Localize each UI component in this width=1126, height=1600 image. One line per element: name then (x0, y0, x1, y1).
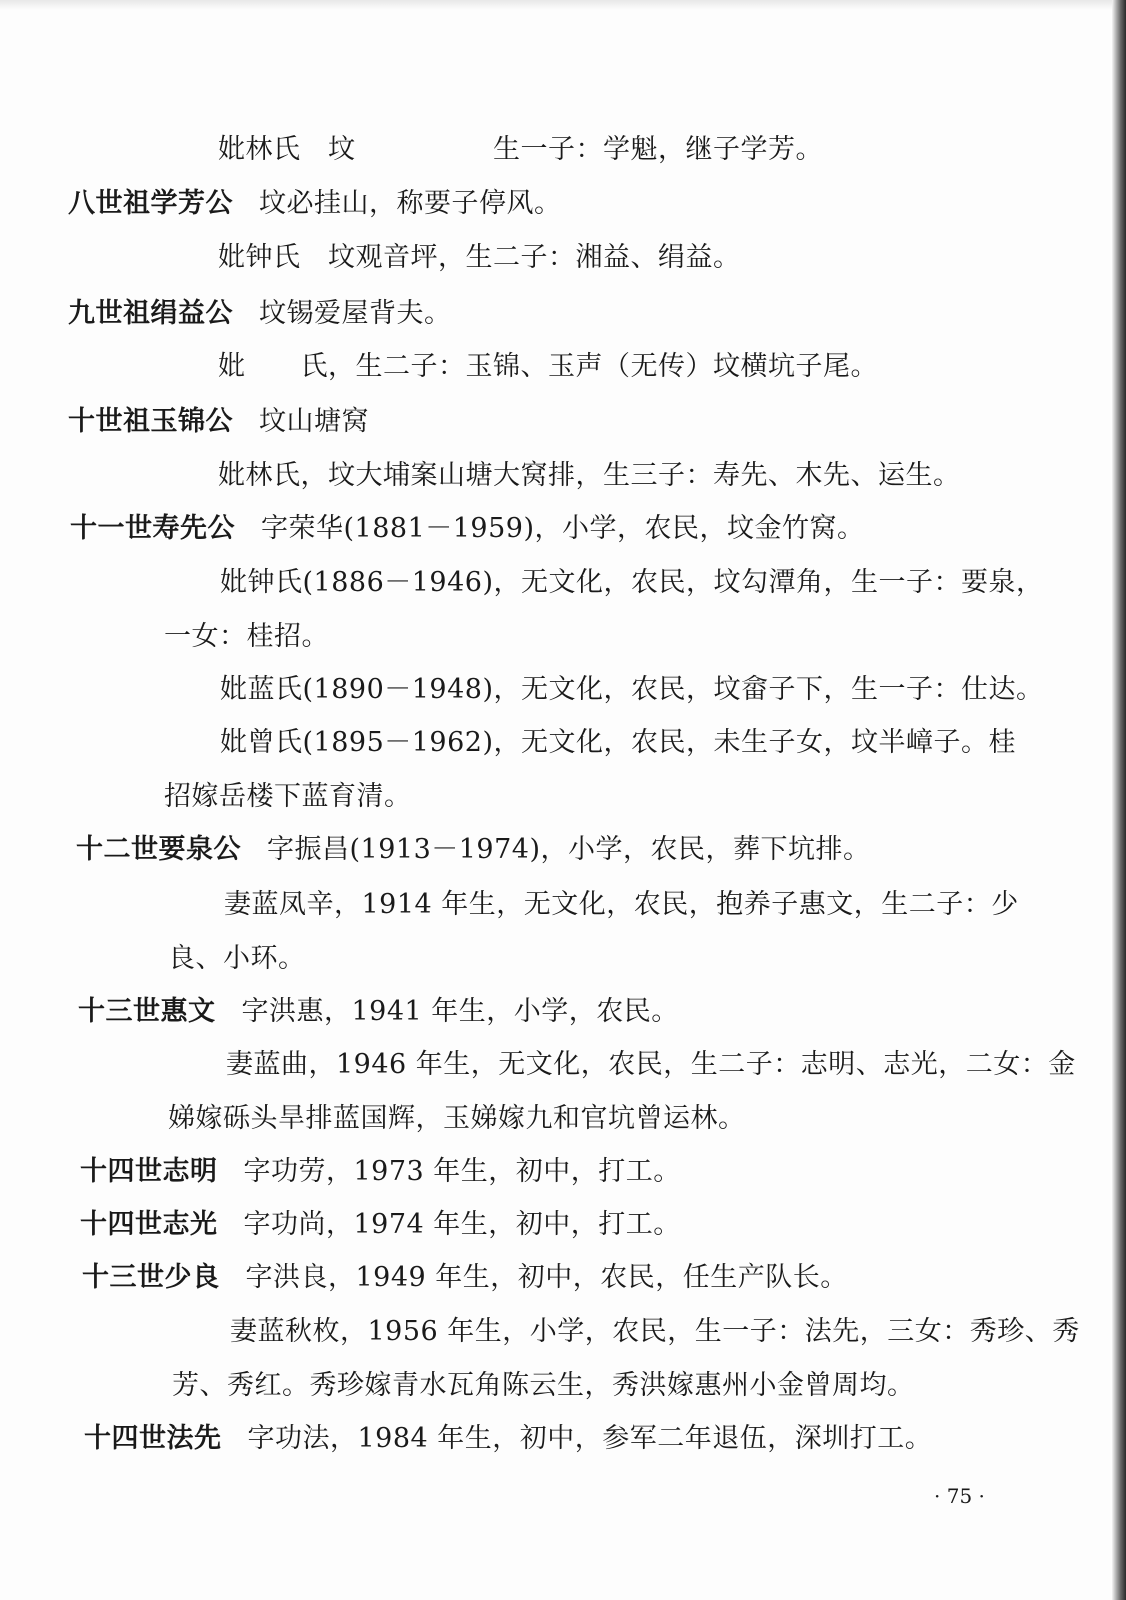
line-text: 妣 氏，生二子：玉锦、玉声（无传）坟横坑子尾。 (218, 351, 878, 382)
text-line-5 (218, 350, 878, 384)
text-line-2 (68, 187, 562, 221)
line-text: 坟锡爱屋背夫。 (259, 298, 452, 329)
line-text: 妻蓝秋枚，1956 年生，小学，农民，生一子：法先，三女：秀珍、秀 (230, 1316, 1080, 1347)
text-line-12 (220, 726, 1016, 760)
line-text: 字荣华(1881－1959)，小学，农民，坟金竹窝。 (261, 513, 865, 544)
line-text: 字功尚，1974 年生，初中，打工。 (243, 1209, 681, 1240)
text-line-18 (226, 1048, 1076, 1082)
text-line-15 (224, 888, 1019, 922)
text-line-19 (168, 1102, 746, 1136)
line-text: 妣林氏 坟 生一子：学魁，继子学芳。 (218, 134, 823, 165)
text-line-22 (82, 1261, 848, 1295)
text-line-23 (230, 1315, 1080, 1349)
scan-edge-shadow (1112, 0, 1126, 1600)
line-text: 字洪惠，1941 年生，小学，农民。 (241, 996, 679, 1027)
line-text: 招嫁岳楼下蓝育清。 (164, 781, 412, 812)
generation-heading: 十二世要泉公 (76, 834, 241, 865)
line-text: 妣曾氏(1895－1962)，无文化，农民，未生子女，坟半嶂子。桂 (220, 727, 1016, 758)
generation-heading: 十四世志光 (80, 1209, 218, 1240)
text-line-11 (220, 673, 1044, 707)
line-text: 妻蓝凤辛，1914 年生，无文化，农民，抱养子惠文，生二子：少 (224, 889, 1019, 920)
line-text: 坟山塘窝 (259, 406, 369, 437)
text-line-10 (164, 620, 329, 654)
text-line-13 (164, 780, 412, 814)
generation-heading: 十四世法先 (84, 1423, 222, 1454)
generation-heading: 十世祖玉锦公 (68, 406, 233, 437)
line-text: 妻蓝曲，1946 年生，无文化，农民，生二子：志明、志光，二女：金 (226, 1049, 1076, 1080)
text-line-24 (172, 1369, 915, 1403)
text-line-7 (218, 459, 961, 493)
line-text: 芳、秀红。秀珍嫁青水瓦角陈云生，秀洪嫁惠州小金曾周均。 (172, 1370, 915, 1401)
line-text: 妣钟氏(1886－1946)，无文化，农民，坟勾潭角，生一子：要泉， (220, 567, 1044, 598)
line-text: 字洪良，1949 年生，初中，农民，任生产队长。 (245, 1262, 848, 1293)
line-text: 字功法，1984 年生，初中，参军二年退伍，深圳打工。 (247, 1423, 933, 1454)
text-line-4 (68, 297, 452, 331)
text-line-16 (168, 942, 306, 976)
generation-heading: 十三世惠文 (78, 996, 216, 1027)
text-line-17 (78, 995, 679, 1029)
line-text: 坟必挂山，称要子停风。 (259, 188, 562, 219)
line-text: 娣嫁砾头旱排蓝国辉，玉娣嫁九和官坑曾运林。 (168, 1103, 746, 1134)
generation-heading: 八世祖学芳公 (68, 188, 233, 219)
generation-heading: 十四世志明 (80, 1156, 218, 1187)
text-line-9 (220, 566, 1044, 600)
generation-heading: 十一世寿先公 (70, 513, 235, 544)
text-line-20 (80, 1155, 681, 1189)
line-text: 字振昌(1913－1974)，小学，农民，葬下坑排。 (267, 834, 871, 865)
page-number: · 75 · (934, 1484, 985, 1508)
text-line-25 (84, 1422, 932, 1456)
text-line-1 (218, 133, 823, 167)
generation-heading: 九世祖绢益公 (68, 298, 233, 329)
generation-heading: 十三世少良 (82, 1262, 220, 1293)
text-line-8 (70, 512, 865, 546)
text-line-21 (80, 1208, 681, 1242)
text-line-3 (218, 241, 741, 275)
line-text: 妣蓝氏(1890－1948)，无文化，农民，坟畲子下，生一子：仕达。 (220, 674, 1044, 705)
line-text: 字功劳，1973 年生，初中，打工。 (243, 1156, 681, 1187)
line-text: 妣钟氏 坟观音坪，生二子：湘益、绢益。 (218, 242, 741, 273)
scan-top-shadow (0, 0, 1126, 10)
line-text: 妣林氏，坟大埔案山塘大窝排，生三子：寿先、木先、运生。 (218, 460, 961, 491)
line-text: 良、小环。 (168, 943, 306, 974)
line-text: 一女：桂招。 (164, 621, 329, 652)
text-line-14 (76, 833, 871, 867)
text-line-6 (68, 405, 369, 439)
